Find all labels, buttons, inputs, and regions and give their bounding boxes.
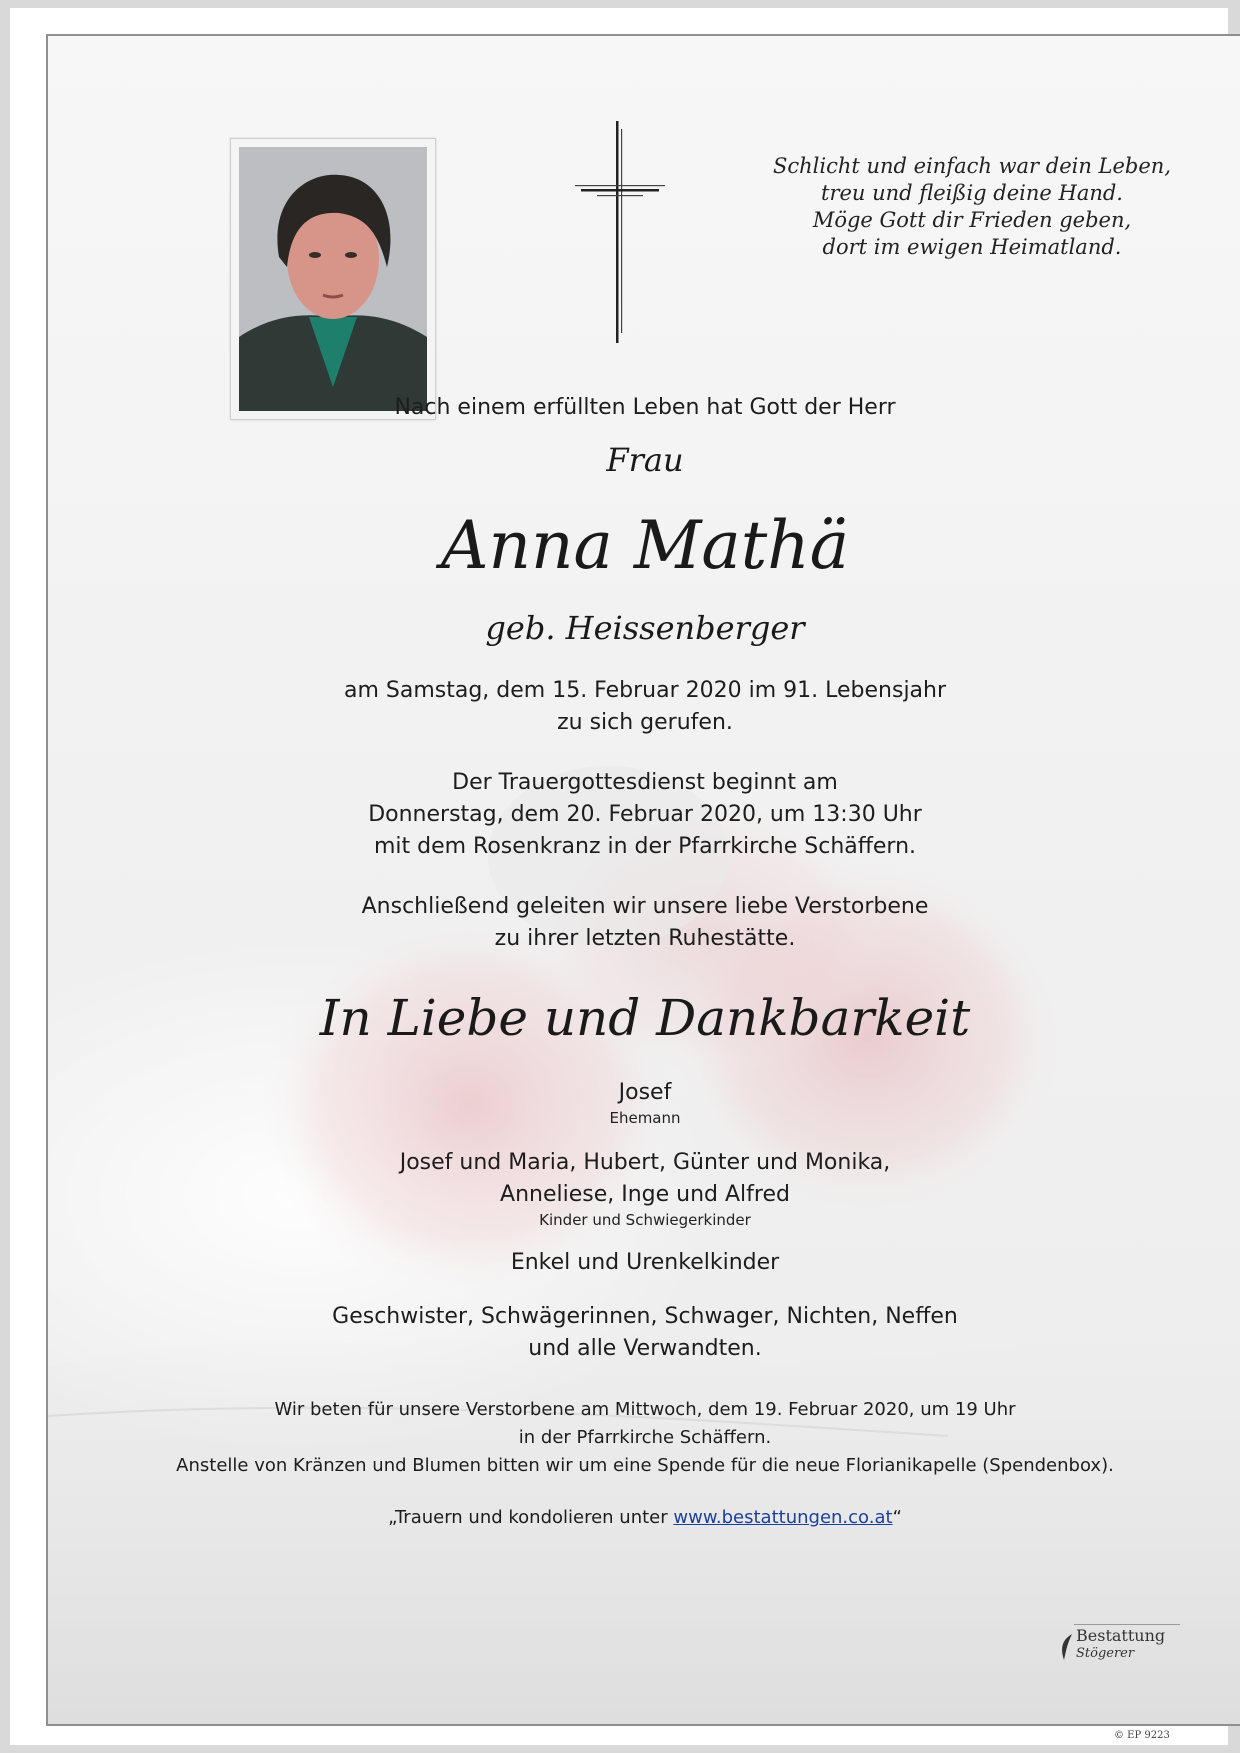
cross-icon (575, 121, 665, 343)
prayer-line: Wir beten für unsere Verstorbene am Mittwoch, dem 19. Februar 2020, um 19 Uhr (274, 1399, 1016, 1420)
relatives-line: und alle Verwandten. (528, 1336, 762, 1361)
poem-line: Schlicht und einfach war dein Leben, (772, 154, 1172, 178)
spouse-name: Josef (618, 1080, 672, 1105)
burial-line: zu ihrer letzten Ruhestätte. (494, 926, 796, 951)
donation-line: Anstelle von Kränzen und Blumen bitten wir um eine Spende für die neue Florianikapelle (Spendenbox). (176, 1455, 1114, 1476)
poem-line: Möge Gott dir Frieden geben, (812, 208, 1132, 232)
condolence-suffix: “ (892, 1507, 902, 1528)
deceased-name: Anna Mathä (440, 507, 850, 584)
children-line: Josef und Maria, Hubert, Günter und Monika, (399, 1150, 891, 1175)
burial-line: Anschließend geleiten wir unsere liebe Verstorbene (361, 894, 929, 919)
death-line: zu sich gerufen. (557, 710, 733, 735)
logo-divider (1074, 1624, 1180, 1625)
prayer-line: in der Pfarrkirche Schäffern. (518, 1427, 772, 1448)
bestattung-logo-icon (1058, 1634, 1074, 1660)
poem (758, 153, 1186, 261)
condolence-link[interactable]: www.bestattungen.co.at (673, 1507, 893, 1528)
poem-line: dort im ewigen Heimatland. (822, 235, 1122, 259)
maiden-name: geb. Heissenberger (485, 609, 805, 647)
obituary-sheet (10, 8, 1228, 1745)
portrait-image (239, 147, 427, 411)
spouse-role: Ehemann (609, 1109, 681, 1127)
company-name-line1: Bestattung (1076, 1626, 1166, 1645)
children-role: Kinder und Schwiegerkinder (539, 1211, 751, 1229)
portrait-photo (230, 138, 436, 420)
service-line: mit dem Rosenkranz in der Pfarrkirche Schäffern. (373, 834, 917, 859)
grandchildren-line: Enkel und Urenkelkinder (510, 1250, 780, 1275)
obituary-frame (46, 34, 1240, 1726)
gratitude-heading: In Liebe und Dankbarkeit (319, 989, 971, 1047)
bestattung-logo (1058, 1620, 1182, 1670)
death-line: am Samstag, dem 15. Februar 2020 im 91. Lebensjahr (343, 678, 947, 703)
condolence-prefix: „Trauern und kondolieren unter (388, 1507, 674, 1528)
company-name-line2: Stögerer (1076, 1646, 1135, 1661)
relatives-line: Geschwister, Schwägerinnen, Schwager, Nichten, Neffen (332, 1304, 958, 1329)
salutation-text: Frau (606, 441, 684, 479)
document-code: © EP 9223 (1114, 1730, 1170, 1741)
poem-line: treu und fleißig deine Hand. (821, 181, 1123, 205)
service-line: Donnerstag, dem 20. Februar 2020, um 13:30 Uhr (368, 802, 922, 827)
children-line: Anneliese, Inge und Alfred (500, 1182, 790, 1207)
service-line: Der Trauergottesdienst beginnt am (452, 770, 838, 795)
intro-text: Nach einem erfüllten Leben hat Gott der Herr (394, 395, 896, 420)
condolence-line (48, 1504, 1240, 1531)
